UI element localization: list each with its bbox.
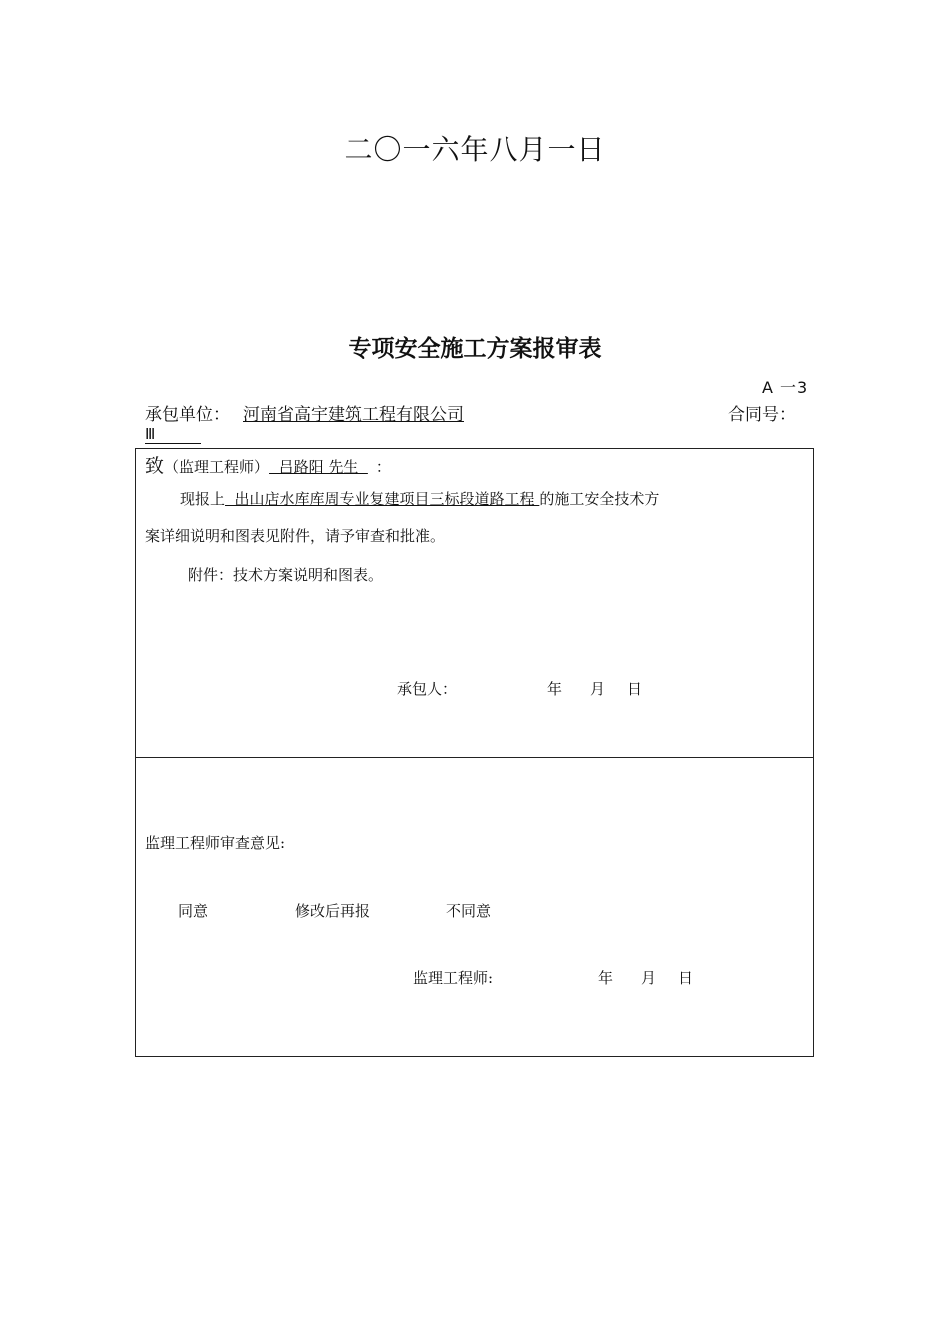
form-title: 专项安全施工方案报审表 xyxy=(348,336,602,362)
option-revise-resubmit: 修改后再报 xyxy=(295,902,371,920)
addressee-name: 吕路阳 先生 xyxy=(269,458,368,476)
addressee-role: （监理工程师） xyxy=(164,458,270,476)
attachment-note: 附件：技术方案说明和图表。 xyxy=(188,566,384,584)
report-suffix: 的施工安全技术方 xyxy=(539,490,660,508)
contract-number-value: Ⅲ xyxy=(145,425,201,444)
report-prefix: 现报上 xyxy=(180,490,226,508)
form-code: A 一3 xyxy=(762,378,809,397)
addressee-line xyxy=(145,451,391,478)
project-name: 出山店水库库周专业复建项目三标段道路工程 xyxy=(225,490,540,508)
to-char: 致 xyxy=(145,455,165,477)
contractor-date-day: 日 xyxy=(627,680,643,698)
contractor-value: 河南省高宇建筑工程有限公司 xyxy=(243,405,464,425)
engineer-date-month: 月 xyxy=(641,969,657,987)
report-line-2: 案详细说明和图表见附件，请予审查和批准。 xyxy=(145,527,446,545)
option-disagree: 不同意 xyxy=(446,902,492,920)
contractor-date-year: 年 xyxy=(547,680,563,698)
contractor-date-month: 月 xyxy=(590,680,606,698)
contractor-label: 承包单位： xyxy=(145,405,230,425)
review-opinion-label: 监理工程师审查意见: xyxy=(145,834,286,852)
date-title: 二〇一六年八月一日 xyxy=(344,133,606,166)
addressee-colon: ： xyxy=(375,458,391,476)
contract-number-label: 合同号： xyxy=(728,405,796,425)
option-agree: 同意 xyxy=(178,902,209,920)
engineer-date-day: 日 xyxy=(678,969,694,987)
report-line-1 xyxy=(180,488,659,509)
engineer-signature-label: 监理工程师: xyxy=(413,969,494,987)
engineer-date-year: 年 xyxy=(598,969,614,987)
contractor-signature-label: 承包人： xyxy=(397,680,458,698)
